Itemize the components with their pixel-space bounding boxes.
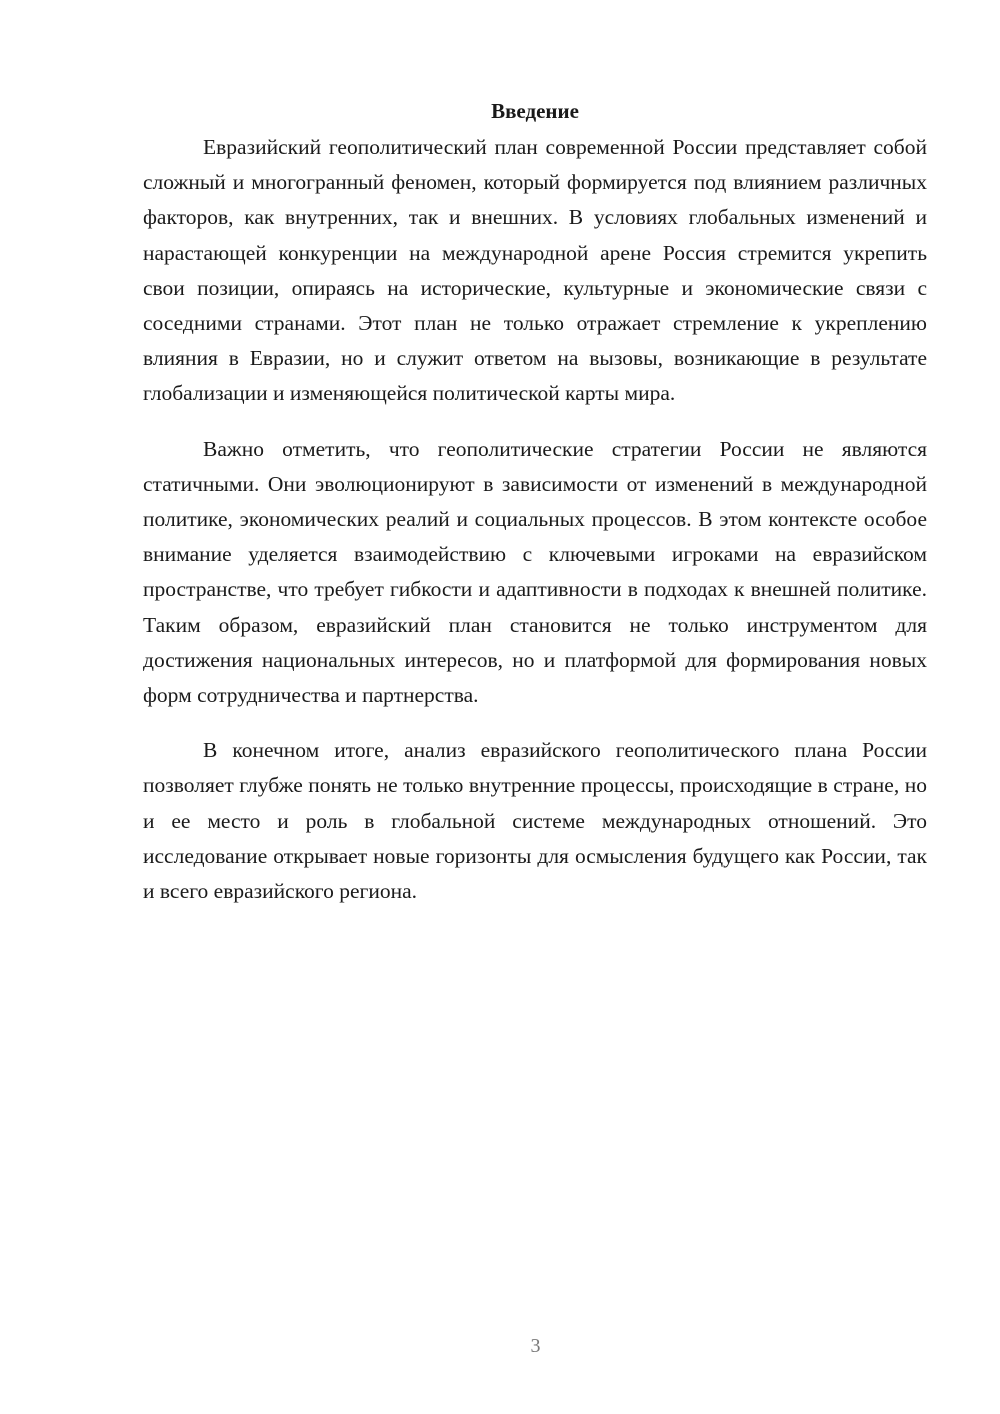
section-heading: Введение: [491, 99, 579, 123]
paragraph-3: В конечном итоге, анализ евразийского геополитического плана России позволяет глубже понять не только внутренние процессы, происходящие в стране, но и ее место и роль в глобальной системе международных отношений. Это исследование открывает новые горизонты для осмысления будущего как России, так и всего евразийского региона.: [143, 738, 927, 904]
page-content: [143, 96, 927, 929]
paragraph-2: Важно отметить, что геополитические стратегии России не являются статичными. Они эволюционируют в зависимости от изменений в международной политике, экономических реалий и социальных процессов. В этом контексте особое внимание уделяется взаимодействию с ключевыми игроками на евразийском пространстве, что требует гибкости и адаптивности в подходах к внешней политике. Таким образом, евразийский план становится не только инструментом для достижения национальных интересов, но и платформой для формирования новых форм сотрудничества и партнерства.: [143, 436, 927, 708]
page-number: 3: [530, 1335, 541, 1357]
paragraph-1: Евразийский геополитический план современной России представляет собой сложный и многогранный феномен, который формируется под влиянием различных факторов, как внутренних, так и внешних. В условиях глобальных изменений и нарастающей конкуренции на международной арене Россия стремится укрепить свои позиции, опираясь на исторические, культурные и экономические связи с соседними странами. Этот план не только отражает стремление к укреплению влияния в Евразии, но и служит ответом на вызовы, возникающие в результате глобализации и изменяющейся политической карты мира.: [143, 135, 927, 406]
